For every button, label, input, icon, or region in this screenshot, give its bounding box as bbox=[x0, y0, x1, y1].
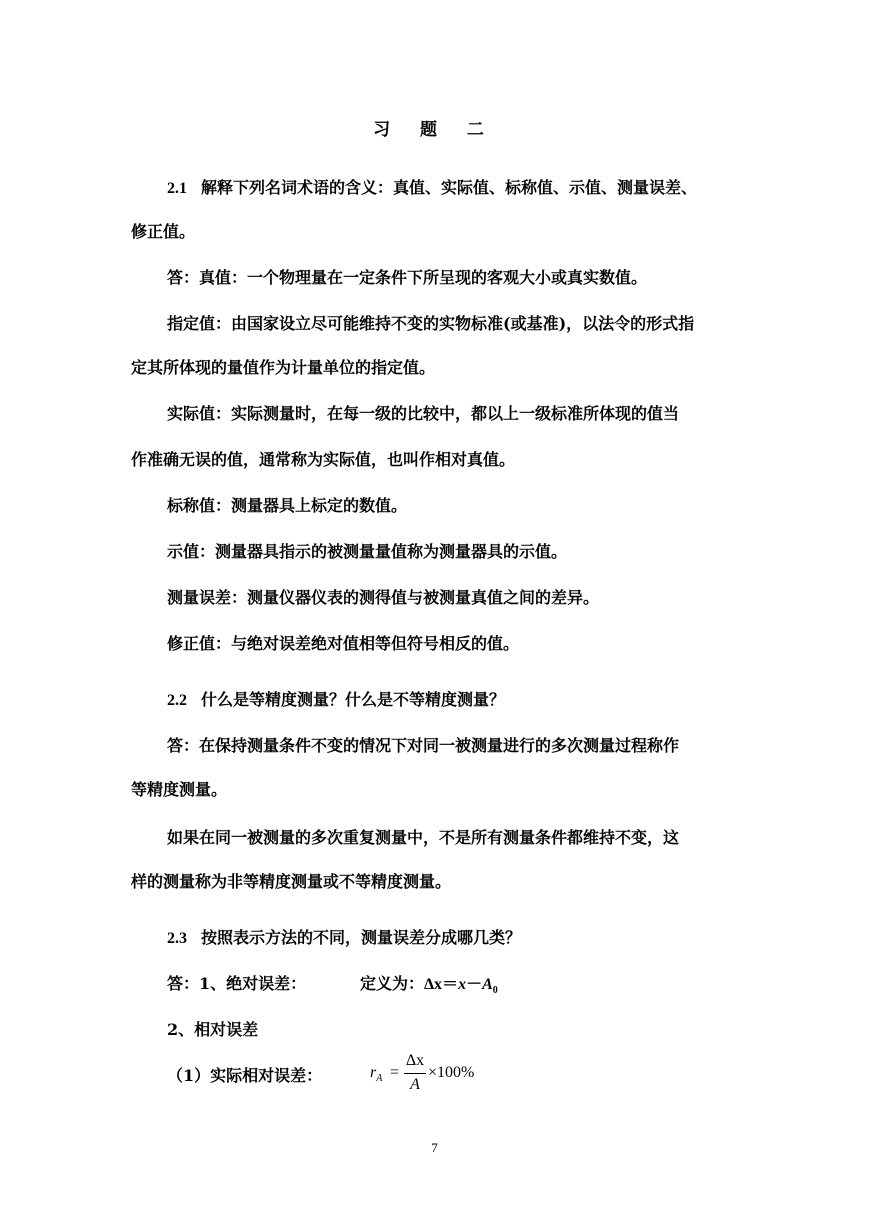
question-number: 2.1 bbox=[167, 180, 187, 197]
question-text: 按照表示方法的不同，测量误差分成哪几类？ bbox=[201, 928, 522, 947]
answer-unequal-precision: 如果在同一被测量的多次重复测量中，不是所有测量条件都维持不变，这 bbox=[167, 828, 680, 847]
answer-relative-error-label: 2、相对误差 bbox=[167, 1020, 259, 1039]
fraction-bar bbox=[404, 1073, 426, 1074]
relative-error-formula bbox=[370, 1054, 480, 1098]
formula-equals: ＝ bbox=[442, 976, 459, 993]
formula-denominator: A bbox=[410, 1076, 420, 1093]
answer-unequal-precision-cont: 样的测量称为非等精度测量或不等精度测量。 bbox=[131, 872, 452, 891]
formula-subscript: 0 bbox=[492, 985, 498, 997]
formula-times-100: ×100% bbox=[428, 1064, 475, 1081]
answer-indicated-value: 示值：测量器具指示的被测量量值称为测量器具的示值。 bbox=[167, 542, 568, 561]
answer-designated-value-cont: 定其所体现的量值作为计量单位的指定值。 bbox=[131, 358, 436, 377]
answer-measurement-error: 测量误差：测量仪器仪表的测得值与被测量真值之间的差异。 bbox=[167, 588, 600, 607]
answer-equal-precision-cont: 等精度测量。 bbox=[131, 780, 228, 799]
question-2-1 bbox=[167, 178, 697, 199]
answer-true-value: 答：真值：一个物理量在一定条件下所呈现的客观大小或真实数值。 bbox=[167, 268, 648, 287]
answer-nominal-value: 标称值：测量器具上标定的数值。 bbox=[167, 496, 408, 515]
formula-numerator: Δx bbox=[405, 1052, 425, 1069]
formula-r-subscript: A bbox=[376, 1073, 383, 1085]
formula-equals: = bbox=[390, 1064, 400, 1081]
question-text: 解释下列名词术语的含义：真值、实际值、标称值、示值、测量误差、 bbox=[201, 178, 698, 197]
formula-r bbox=[370, 1064, 382, 1084]
answer-designated-value: 指定值：由国家设立尽可能维持不变的实物标准(或基准)，以法令的形式指 bbox=[167, 314, 695, 333]
question-2-3 bbox=[167, 928, 521, 949]
answer-absolute-error-label: 答：1、绝对误差： bbox=[167, 974, 307, 993]
answer-correction-value: 修正值：与绝对误差绝对值相等但符号相反的值。 bbox=[167, 634, 520, 653]
formula-delta-x: Δx bbox=[424, 976, 443, 993]
definition-label: 定义为： bbox=[360, 974, 425, 993]
formula-A: A bbox=[482, 976, 493, 993]
formula-r-letter: r bbox=[370, 1064, 377, 1081]
answer-actual-value-cont: 作准确无误的值，通常称为实际值，也叫作相对真值。 bbox=[131, 450, 516, 469]
question-number: 2.3 bbox=[167, 930, 187, 947]
question-2-2 bbox=[167, 690, 505, 711]
absolute-error-formula bbox=[424, 976, 498, 997]
absolute-error-definition bbox=[360, 974, 498, 1001]
formula-minus: － bbox=[466, 976, 483, 993]
formula-x: x bbox=[458, 976, 467, 993]
page-title: 习 题 二 bbox=[373, 120, 496, 140]
answer-equal-precision: 答：在保持测量条件不变的情况下对同一被测量进行的多次测量过程称作 bbox=[167, 736, 680, 755]
question-number: 2.2 bbox=[167, 692, 187, 709]
question-text: 什么是等精度测量？什么是不等精度测量？ bbox=[201, 690, 506, 709]
answer-actual-value: 实际值：实际测量时，在每一级的比较中，都以上一级标准所体现的值当 bbox=[167, 404, 680, 423]
page-number: 7 bbox=[431, 1140, 438, 1155]
question-text-cont: 修正值。 bbox=[131, 222, 196, 241]
answer-actual-relative-error-label: （1）实际相对误差： bbox=[167, 1066, 323, 1085]
